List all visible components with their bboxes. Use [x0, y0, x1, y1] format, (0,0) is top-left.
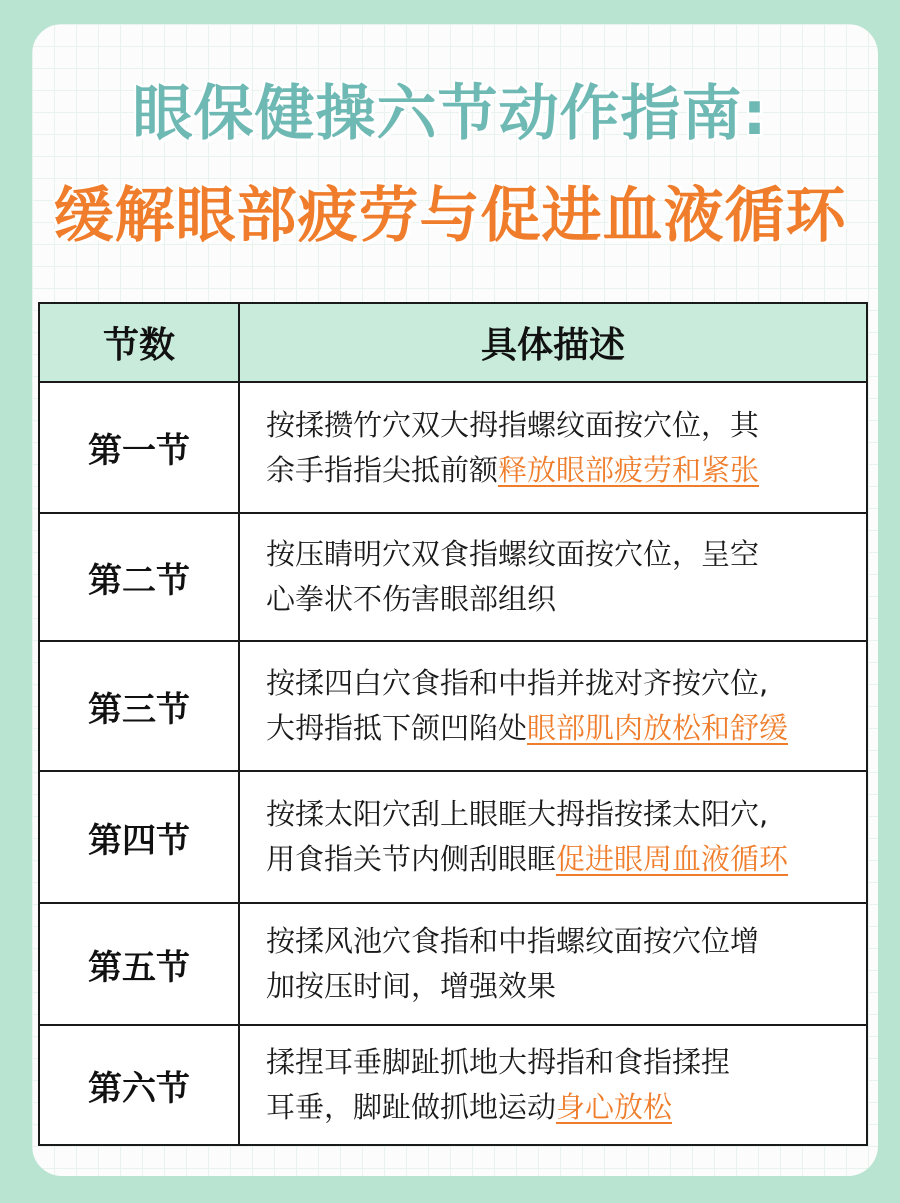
description-line: 按揉风池穴食指和中指螺纹面按穴位增	[266, 924, 760, 958]
header-step: 节数	[39, 303, 239, 382]
step-label: 第二节	[39, 513, 239, 641]
step-label: 第四节	[39, 771, 239, 903]
table-row	[39, 903, 867, 1025]
description-line	[266, 448, 852, 493]
description-text: 大拇指抵下颌凹陷处	[266, 711, 528, 745]
description-line	[266, 1085, 852, 1130]
table-row	[39, 513, 867, 641]
description-text: 余手指指尖抵前额	[266, 452, 499, 487]
description-text: 耳垂，脚趾做抓地运动	[266, 1090, 557, 1124]
step-description	[239, 641, 867, 771]
description-text: 加按压时间，增强效果	[266, 969, 557, 1003]
step-label: 第一节	[39, 382, 239, 513]
exercise-table	[38, 302, 868, 1146]
step-description	[239, 771, 867, 903]
description-line	[266, 706, 852, 751]
description-line: 按压睛明穴双食指螺纹面按穴位，呈空	[266, 537, 760, 571]
description-line	[266, 577, 852, 622]
step-label: 第五节	[39, 903, 239, 1025]
description-line: 按揉攒竹穴双大拇指螺纹面按穴位，其	[266, 407, 760, 442]
description-line: 按揉太阳穴刮上眼眶大拇指按揉太阳穴,	[266, 797, 769, 831]
table-row	[39, 1025, 867, 1145]
highlight-text: 眼部肌肉放松和舒缓	[527, 711, 789, 745]
step-description	[239, 513, 867, 641]
description-line	[266, 964, 852, 1009]
table-header-row	[39, 303, 867, 382]
table-row	[39, 641, 867, 771]
title-line-2: 缓解眼部疲劳与促进血液循环	[53, 181, 847, 251]
step-description	[239, 382, 867, 513]
step-label: 第三节	[39, 641, 239, 771]
table-row	[39, 771, 867, 903]
highlight-text: 释放眼部疲劳和紧张	[498, 452, 760, 487]
description-line: 揉捏耳垂脚趾抓地大拇指和食指揉捏	[266, 1045, 731, 1079]
description-line	[266, 837, 852, 882]
highlight-text: 促进眼周血液循环	[556, 842, 789, 876]
description-text: 心拳状不伤害眼部组织	[266, 582, 557, 616]
table-row	[39, 382, 867, 513]
step-label: 第六节	[39, 1025, 239, 1145]
header-description: 具体描述	[239, 303, 867, 382]
step-description	[239, 903, 867, 1025]
description-text: 用食指关节内侧刮眼眶	[266, 842, 557, 876]
step-description	[239, 1025, 867, 1145]
title-line-1: 眼保健操六节动作指南:	[132, 79, 768, 149]
highlight-text: 身心放松	[556, 1090, 673, 1124]
description-line: 按揉四白穴食指和中指并拢对齐按穴位,	[266, 666, 769, 700]
